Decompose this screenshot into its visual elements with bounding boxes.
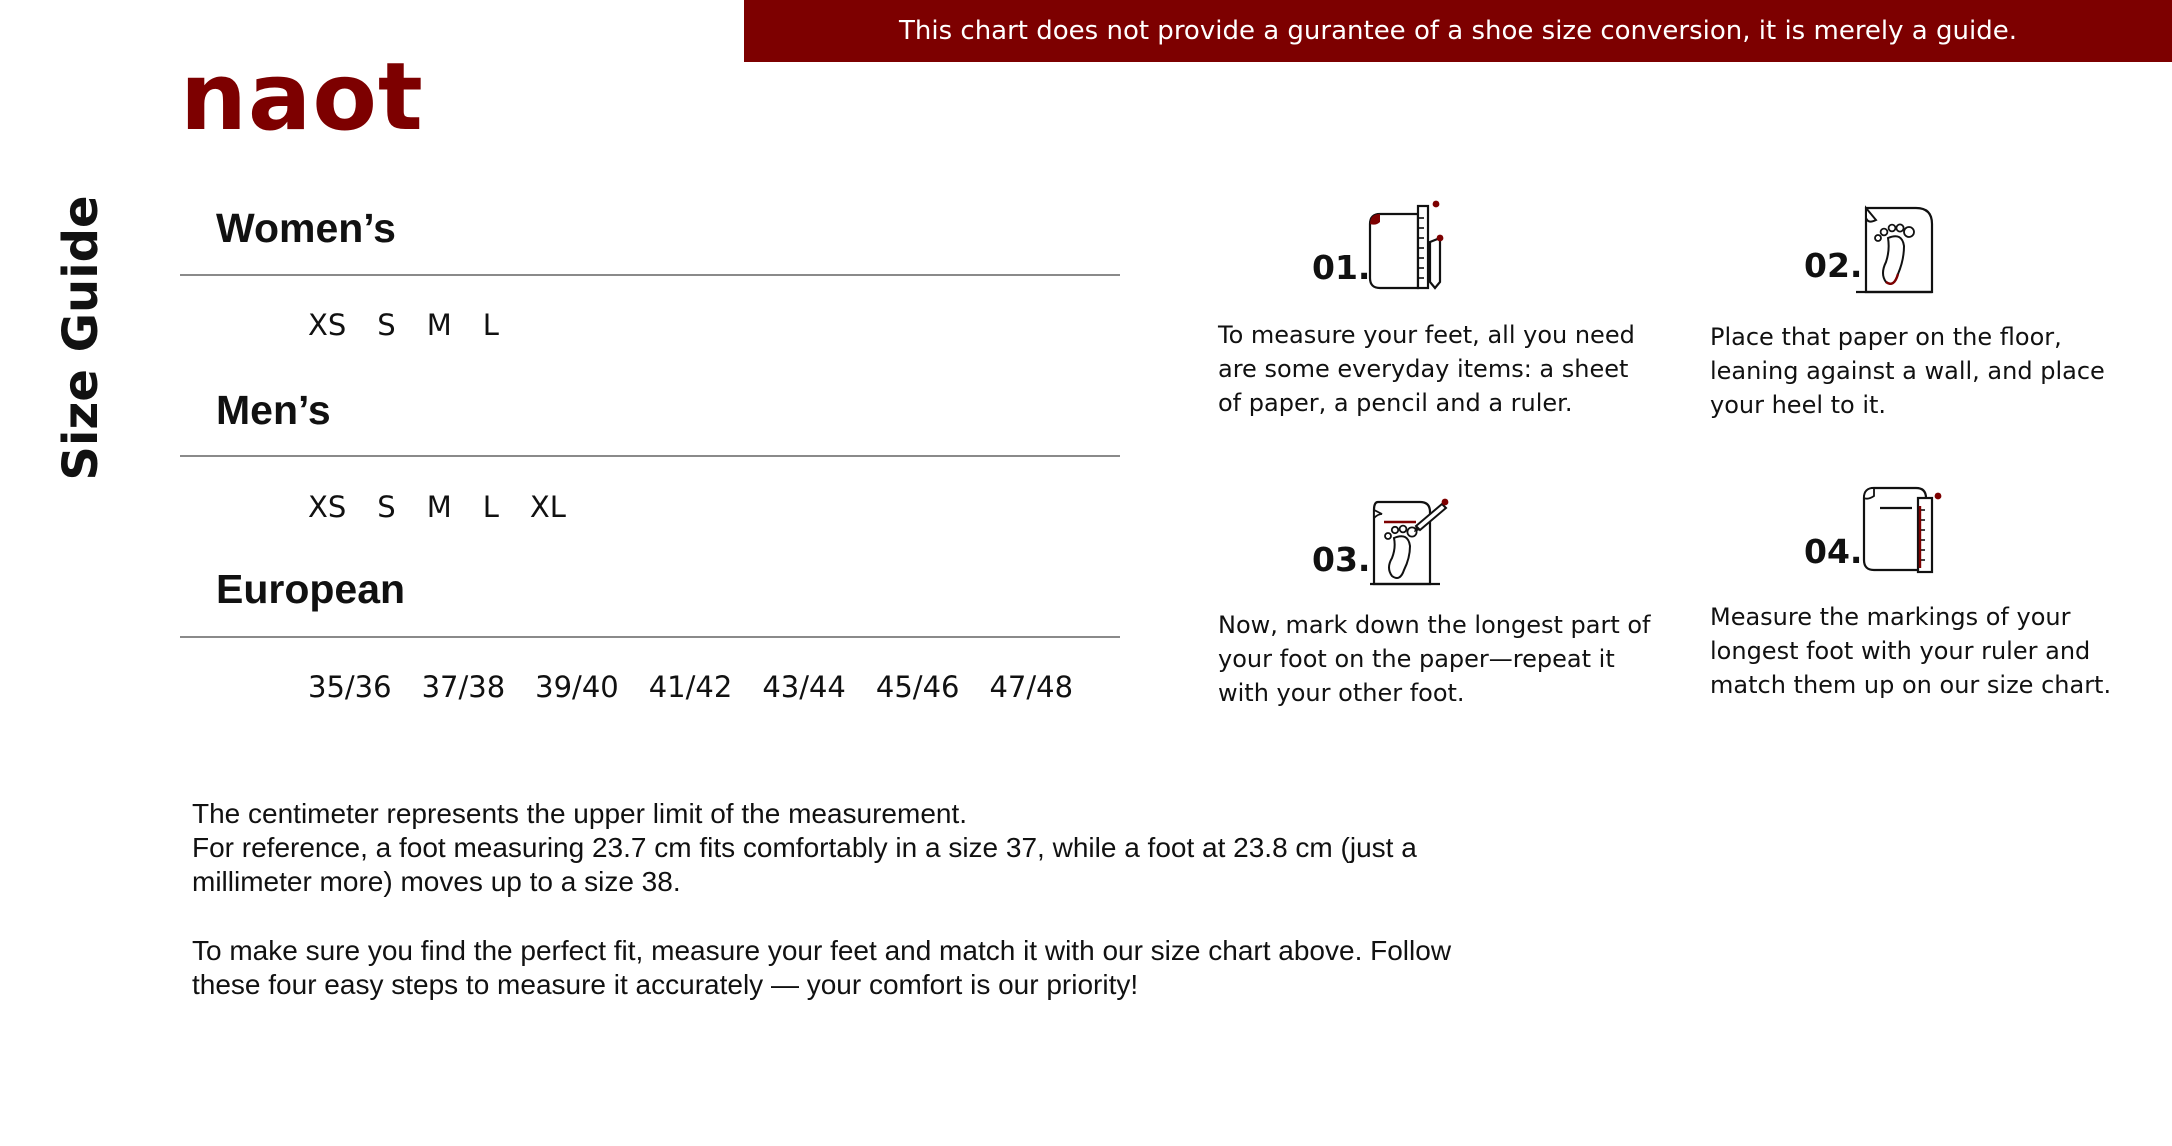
brand-logo	[180, 43, 470, 152]
step-2-text: Place that paper on the floor, leaning against a wall, and place your heel to it.	[1710, 323, 2105, 419]
size-label: S	[377, 490, 396, 524]
womens-divider	[180, 274, 1120, 276]
womens-size-row	[308, 308, 530, 342]
size-label: 39/40	[535, 670, 619, 704]
mens-divider	[180, 455, 1120, 457]
step-2-number: 02.	[1804, 246, 1863, 285]
size-label: L	[482, 490, 499, 524]
brand-logo-text: naot	[180, 43, 424, 152]
european-heading: European	[216, 566, 406, 612]
step-4-number: 04.	[1804, 532, 1863, 571]
mark-foot-length-icon	[1366, 496, 1452, 588]
disclaimer-banner	[744, 0, 2172, 62]
size-label: XS	[308, 308, 347, 342]
size-label: 45/46	[875, 670, 960, 704]
size-label: 41/42	[648, 670, 733, 704]
size-label: L	[482, 308, 499, 342]
step-1-number: 01.	[1312, 248, 1371, 287]
size-label: XL	[529, 490, 566, 524]
step-3-number: 03.	[1312, 540, 1371, 579]
step-1-text: To measure your feet, all you need are some everyday items: a sheet of paper, a pencil and a ruler.	[1218, 321, 1635, 417]
step-4-text: Measure the markings of your longest foot with your ruler and match them up on our size chart.	[1710, 603, 2112, 699]
size-label: XS	[308, 490, 347, 524]
mens-size-row	[308, 490, 597, 524]
page-title: Size Guide	[53, 195, 109, 481]
size-label: 47/48	[989, 670, 1074, 704]
womens-heading: Women’s	[216, 205, 396, 251]
mens-heading: Men’s	[216, 387, 331, 433]
size-label: M	[426, 490, 452, 524]
disclaimer-text: This chart does not provide a gurantee of a shoe size conversion, it is merely a guide.	[899, 16, 2017, 46]
size-label: 43/44	[762, 670, 846, 704]
note-upper-limit: The centimeter represents the upper limit of the measurement.	[192, 798, 968, 829]
paper-ruler-pencil-icon	[1366, 198, 1450, 294]
step-3-text: Now, mark down the longest part of your foot on the paper—repeat it with your other foot.	[1218, 611, 1651, 707]
measure-with-ruler-icon	[1860, 484, 1946, 576]
size-label: S	[377, 308, 396, 342]
note-reference-example: For reference, a foot measuring 23.7 cm fits comfortably in a size 37, while a foot at 23.8 cm (just a millimeter more) moves up to a size 38.	[192, 832, 1417, 897]
foot-on-paper-icon	[1856, 202, 1936, 296]
size-label: 35/36	[308, 670, 392, 704]
european-divider	[180, 636, 1120, 638]
european-size-row	[308, 670, 1103, 704]
note-fit-advice: To make sure you find the perfect fit, measure your feet and match it with our size chart above. Follow these four easy steps to measure it accurately — your comfort is our priority!	[192, 935, 1452, 1000]
size-label: 37/38	[421, 670, 506, 704]
size-label: M	[426, 308, 452, 342]
